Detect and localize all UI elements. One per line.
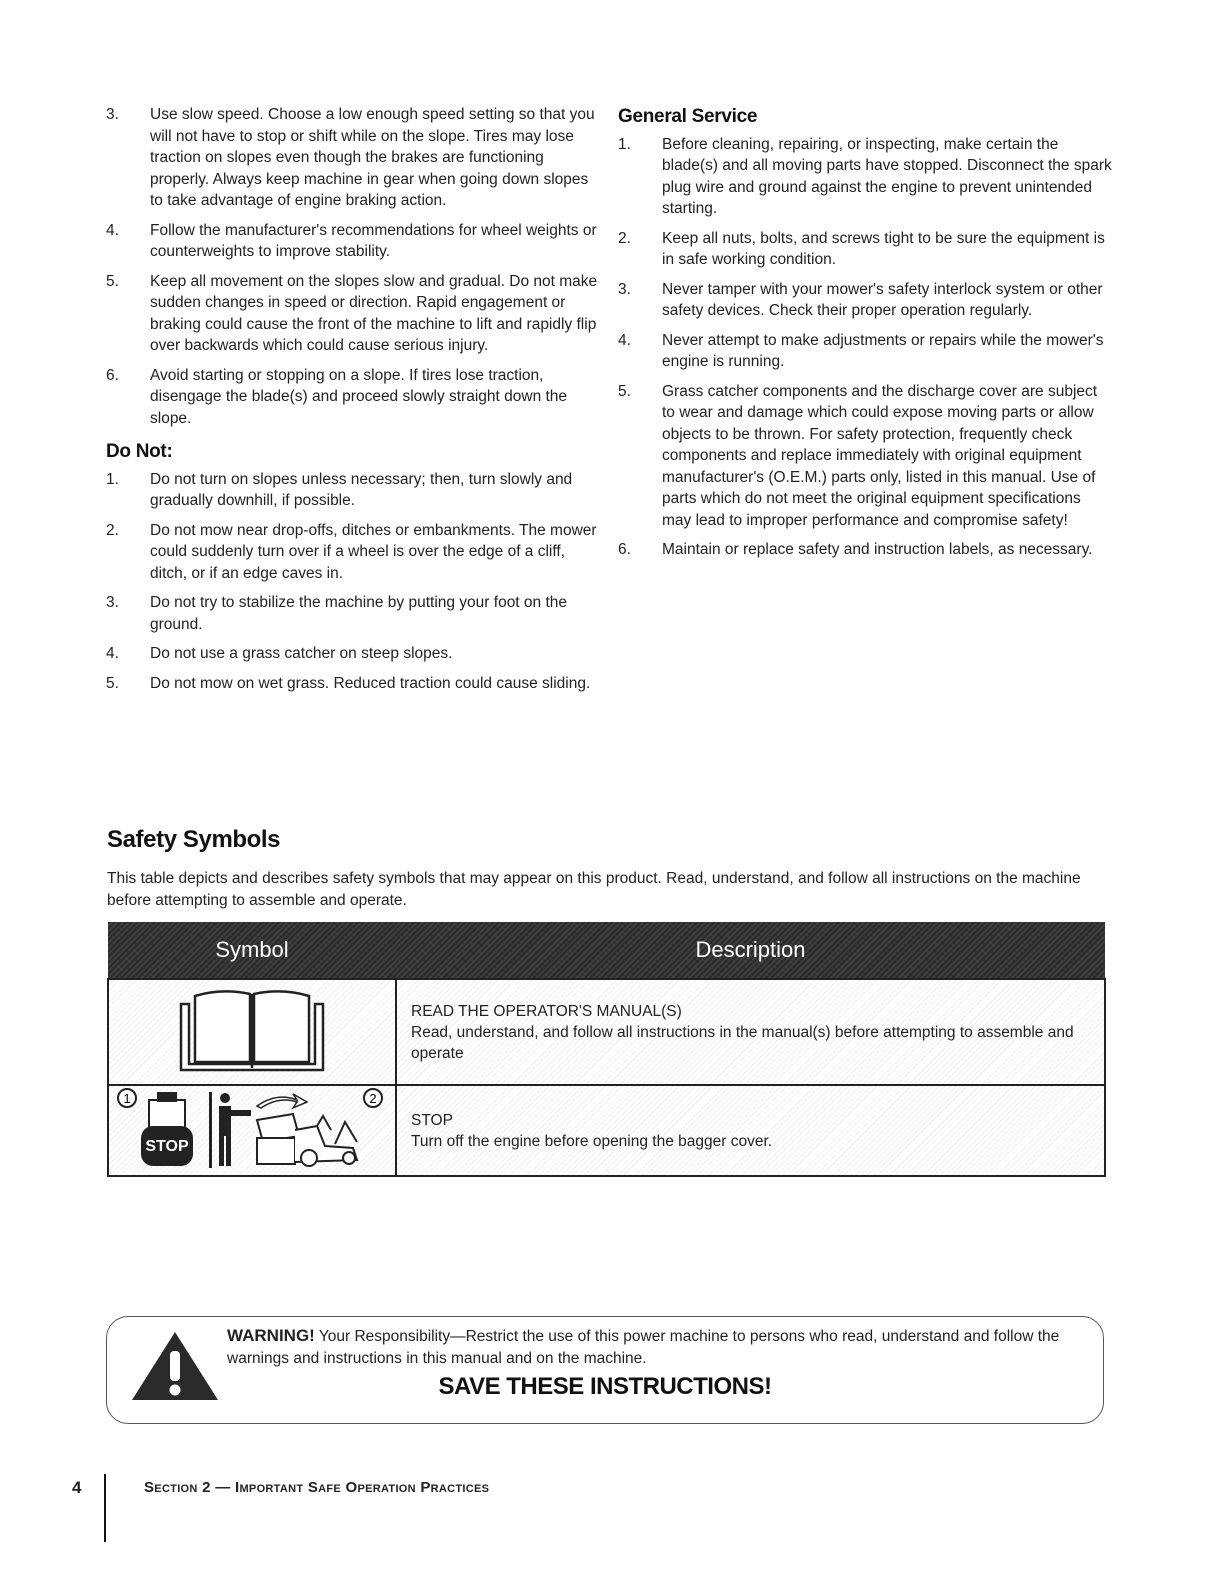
- warning-text: Your Responsibility—Restrict the use of this power machine to persons who read, understand and follow the warnings and instructions in this manual and on the machine.: [227, 1328, 1060, 1367]
- safety-symbols-title: Safety Symbols: [107, 826, 281, 853]
- description-cell: [396, 979, 1105, 1085]
- step-one-label: 1: [123, 1091, 131, 1106]
- table-row: [108, 979, 1105, 1085]
- safety-symbols-table: [107, 922, 1106, 1177]
- symbol-description: Turn off the engine before opening the bagger cover.: [411, 1132, 773, 1150]
- list-item: 2. Keep all nuts, bolts, and screws tight to be sure the equipment is in safe working condition.: [618, 229, 1105, 268]
- section-title: Section 2 — Important Safe Operation Practices: [144, 1479, 490, 1496]
- list-item: 3. Never tamper with your mower's safety interlock system or other safety devices. Check their proper operation regularly.: [618, 280, 1103, 319]
- slope-list: [106, 104, 598, 429]
- left-column: [106, 104, 598, 702]
- page-number: 4: [72, 1478, 82, 1497]
- safety-symbols-intro: This table depicts and describes safety symbols that may appear on this product. Read, understand, and follow all instructions on the machine before attempting to assemble and operate.: [107, 870, 1081, 909]
- stop-sign-label: STOP: [145, 1138, 189, 1155]
- divider: [209, 1092, 212, 1168]
- engine-cap-icon: [157, 1092, 177, 1102]
- engine-icon: [149, 1100, 185, 1128]
- list-item: 4. Never attempt to make adjustments or repairs while the mower's engine is running.: [618, 331, 1104, 370]
- list-item: 1. Before cleaning, repairing, or inspecting, make certain the blade(s) and all moving parts have stopped. Disconnect the spark plug wire and ground against the engine to prevent unintended starting.: [618, 135, 1112, 217]
- description-cell: [396, 1085, 1105, 1176]
- step-two-label: 2: [369, 1091, 377, 1106]
- arrow-icon: [257, 1094, 307, 1108]
- general-service-list: [618, 134, 1112, 561]
- stop-engine-bagger-icon: [117, 1086, 387, 1170]
- footer-divider: [104, 1474, 106, 1542]
- tractor-icon: [257, 1114, 357, 1166]
- list-item: 5. Keep all movement on the slopes slow and gradual. Do not make sudden changes in speed or direction. Rapid engagement or braking could cause the front of the machine to lift and rapidly flip over backwards which could cause serious injury.: [106, 272, 598, 354]
- list-item: 6. Avoid starting or stopping on a slope. If tires lose traction, disengage the blade(s) and proceed slowly straight down the slope.: [106, 366, 568, 427]
- list-item: 1. Do not turn on slopes unless necessary; then, turn slowly and gradually downhill, if possible.: [106, 470, 573, 509]
- table-header-row: [108, 922, 1105, 979]
- symbol-cell: [108, 979, 396, 1085]
- list-item: 3. Use slow speed. Choose a low enough speed setting so that you will not have to stop or shift while on the slope. Tires may lose traction on slopes even though the brakes are functioning properly. Always keep machine in gear when going down slopes to take advantage of engine braking action.: [106, 106, 595, 209]
- list-item: 2. Do not mow near drop-offs, ditches or embankments. The mower could suddenly turn over if a wheel is over the edge of a cliff, ditch, or if an edge caves in.: [106, 521, 597, 582]
- right-column: [618, 104, 1112, 569]
- symbol-title: STOP: [411, 1111, 453, 1129]
- symbol-description: Read, understand, and follow all instructions in the manual(s) before attempting to assemble and operate: [411, 1023, 1074, 1062]
- list-item: 6. Maintain or replace safety and instruction labels, as necessary.: [618, 541, 1093, 558]
- person-icon: [219, 1093, 251, 1166]
- do-not-heading: Do Not:: [106, 441, 173, 462]
- symbol-cell: [108, 1085, 396, 1176]
- symbol-title: READ THE OPERATOR'S MANUAL(S): [411, 1002, 682, 1020]
- operator-manual-icon: [177, 986, 327, 1074]
- save-instructions: SAVE THESE INSTRUCTIONS!: [438, 1373, 772, 1400]
- list-item: 4. Do not use a grass catcher on steep slopes.: [106, 645, 453, 662]
- list-item: 5. Do not mow on wet grass. Reduced traction could cause sliding.: [106, 674, 591, 692]
- description-column-header: Description: [396, 922, 1105, 979]
- warning-text-block: [227, 1325, 1087, 1370]
- symbol-column-header: Symbol: [108, 922, 396, 979]
- list-item: 4. Follow the manufacturer's recommendations for wheel weights or counterweights to improve stability.: [106, 221, 597, 260]
- general-service-heading: General Service: [618, 106, 758, 127]
- warning-box: [106, 1316, 1104, 1424]
- list-item: 3. Do not try to stabilize the machine by putting your foot on the ground.: [106, 594, 568, 633]
- table-row: [108, 1085, 1105, 1176]
- do-not-list: [106, 469, 598, 695]
- list-item: 5. Grass catcher components and the discharge cover are subject to wear and damage which could expose moving parts or allow objects to be thrown. For safety protection, frequently check components and replace immediately with original equipment manufacturer's (O.E.M.) parts only, listed in this manual. Use of parts which do not meet the original equipment specifications may lead to improper performance and compromise safety!: [618, 382, 1098, 529]
- warning-label: WARNING!: [227, 1326, 315, 1345]
